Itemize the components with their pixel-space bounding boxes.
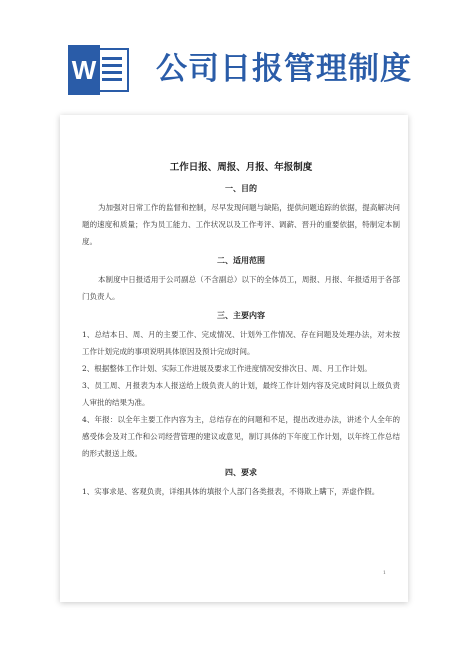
document-page [60,115,408,602]
section-heading-purpose: 一、目的 [225,183,257,193]
document-content [82,159,400,500]
paragraph-purpose: 为加强对日常工作的监督和控制，尽早发现问题与缺陷，提供问题追踪的依据，提高解决问题的速度和质量；作为员工能力、工作状况以及工作考评、调薪、晋升的重要依据，特制定本制度。 [82,203,400,246]
document-title: 工作日报、周报、月报、年报制度 [169,162,313,173]
paragraph-content-4: 4、年报：以全年主要工作内容为主，总结存在的问题和不足，提出改进办法，讲述个人全年的感受体会及对工作和公司经营管理的建议或意见，制订具体的下年度工作计划，以年终工作总结的形式报送上级。 [82,415,400,458]
paragraph-content-3: 3、员工周、月报表为本人报送给上级负责人的计划，最终工作计划内容及完成时间以上级负责人审批的结果为准。 [82,381,400,407]
paragraph-scope: 本制度中日报适用于公司副总（不含副总）以下的全体员工，周报、月报、年报适用于各部门负责人。 [82,275,400,301]
page-number: 1 [382,570,386,576]
banner-title: 公司日报管理制度 [156,51,412,87]
section-heading-content: 三、主要内容 [217,310,265,320]
paragraph-content-2: 2、根据整体工作计划、实际工作进展及要求工作进度情况安排次日、周、月工作计划。 [82,364,372,373]
word-icon-letter: W [71,55,97,85]
section-heading-scope: 二、适用范围 [217,255,265,265]
footer-area [0,620,474,669]
section-heading-requirements: 四、要求 [225,467,257,477]
banner [0,0,474,118]
word-document-icon [68,45,130,95]
paragraph-content-1: 1、总结本日、周、月的主要工作、完成情况、计划外工作情况、存在问题及处理办法，对未按工作计划完成的事项说明具体原因及预计完成时间。 [82,330,400,356]
paragraph-requirements-1: 1、实事求是、客观负责，详细具体的填报个人部门各类报表，不得欺上瞒下，弄虚作假。 [82,487,380,496]
